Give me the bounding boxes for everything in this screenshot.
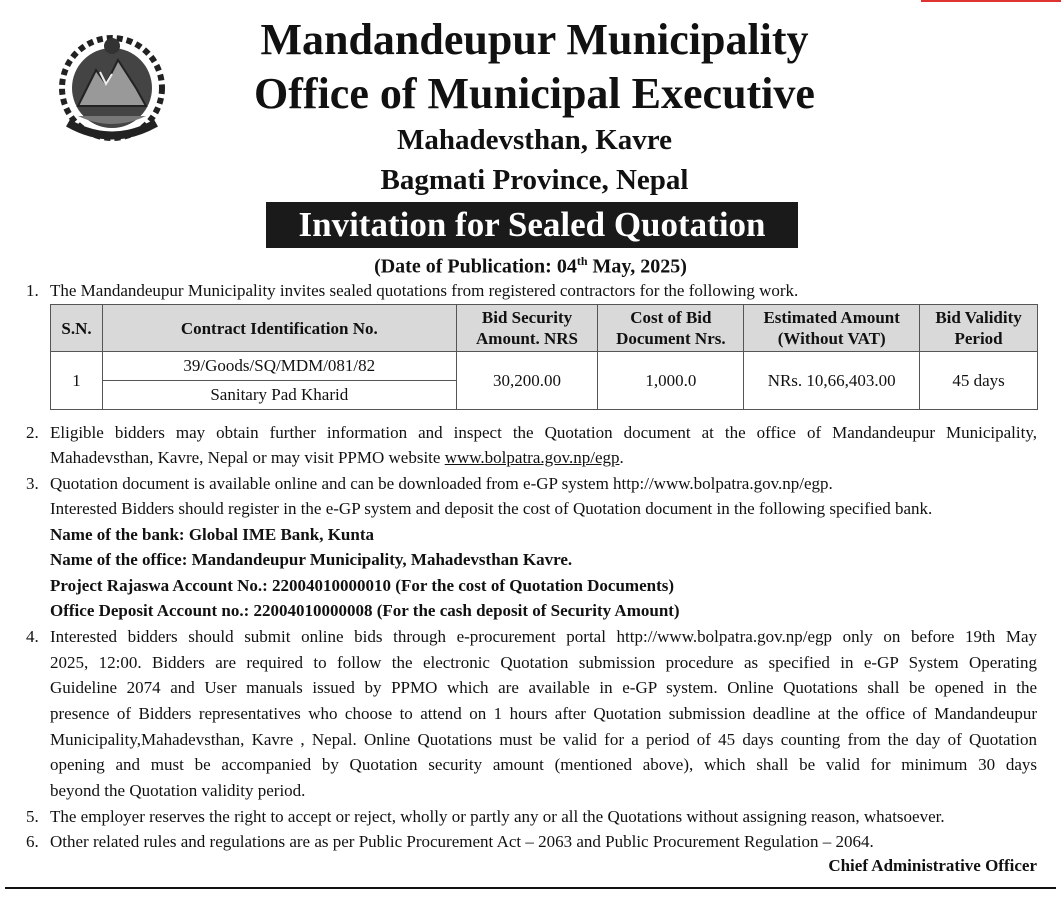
header-validity-line2: Period — [954, 329, 1003, 348]
cell-bid-security: 30,200.00 — [456, 352, 598, 410]
cell-estimate: NRs. 10,66,403.00 — [744, 352, 920, 410]
item4-number: 4. — [26, 627, 39, 646]
item4-line: presence of Bidders representatives who choose to attend on 1 hours after Quotation submission deadline at the office of Mandandeupur — [50, 704, 1037, 723]
item1-text: The Mandandeupur Municipality invites sealed quotations from registered contractors for the following work. — [50, 281, 799, 300]
header-cost — [598, 305, 744, 352]
item4-line: Guideline 2074 and User manuals issued by PPMO which are available in e-GP system. Online Quotations shall be opened in the — [50, 678, 1037, 697]
location-title: Mahadevsthan, Kavre — [397, 124, 672, 156]
item4-line: opening and must be accompanied by Quotation security amount (mentioned above), which shall be valid for minimum 30 days — [50, 755, 1037, 774]
notice-banner: Invitation for Sealed Quotation — [266, 202, 798, 248]
cell-sn: 1 — [51, 352, 103, 410]
header-cost-line2: Document Nrs. — [616, 329, 726, 348]
table-header-row — [51, 305, 1038, 352]
office-title: Office of Municipal Executive — [254, 69, 815, 118]
bank-name: Name of the bank: Global IME Bank, Kunta — [50, 525, 374, 544]
header-estimate-line1: Estimated Amount — [763, 308, 900, 327]
item4-line: Interested bidders should submit online bids through e-procurement portal http://www.bolpatra.gov.np/egp only on before 19th May — [50, 627, 1037, 646]
table-row — [51, 352, 1038, 381]
item5-number: 5. — [26, 807, 39, 826]
header-bid-security-line1: Bid Security — [481, 308, 573, 327]
header-estimate-line2: (Without VAT) — [777, 329, 886, 348]
cell-contract-name: Sanitary Pad Kharid — [102, 381, 456, 410]
item2-number: 2. — [26, 423, 39, 442]
item6-number: 6. — [26, 832, 39, 851]
item5-text: The employer reserves the right to accept or reject, wholly or partly any or all the Quotations without assigning reason, whatsoever. — [50, 807, 945, 826]
header-contract-id: Contract Identification No. — [102, 305, 456, 352]
item2-line2 — [50, 445, 624, 471]
item1-number: 1. — [26, 281, 39, 300]
ppmo-website-link[interactable]: www.bolpatra.gov.np/egp — [444, 448, 620, 467]
project-account: Project Rajaswa Account No.: 22004010000010 (For the cost of Quotation Documents) — [50, 576, 675, 595]
header-validity-line1: Bid Validity — [935, 308, 1022, 327]
header-estimate — [744, 305, 920, 352]
municipality-title: Mandandeupur Municipality — [260, 15, 809, 64]
bottom-border — [5, 887, 1056, 889]
item2-line2-text: Mahadevsthan, Kavre, Nepal or may visit PPMO website — [50, 448, 445, 467]
publication-date — [0, 254, 1061, 279]
item2-line1: Eligible bidders may obtain further information and inspect the Quotation document at the office of Mandandeupur Municipality, — [50, 423, 1037, 442]
publication-date-prefix: (Date of Publication: 04 — [374, 255, 577, 278]
header-sn: S.N. — [51, 305, 103, 352]
item6-text: Other related rules and regulations are as per Public Procurement Act – 2063 and Public Procurement Regulation – 2064. — [50, 832, 874, 851]
item3-number: 3. — [26, 474, 39, 493]
item4-line: Municipality,Mahadevsthan, Kavre , Nepal. Online Quotations must be valid for a period of 45 days counting from the day of Quotation — [50, 730, 1037, 749]
quotation-table — [50, 304, 1038, 410]
item3-line1: Quotation document is available online and can be downloaded from e-GP system http://www.bolpatra.gov.np/egp. — [50, 474, 833, 493]
item3-line2: Interested Bidders should register in the e-GP system and deposit the cost of Quotation document in the following specified bank. — [50, 499, 933, 518]
cell-validity: 45 days — [920, 352, 1038, 410]
signature-title: Chief Administrative Officer — [828, 856, 1037, 875]
cell-contract-id: 39/Goods/SQ/MDM/081/82 — [102, 352, 456, 381]
publication-date-suffix: May, 2025) — [587, 255, 687, 278]
item4-line: 2025, 12:00. Bidders are required to follow the electronic Quotation submission procedure as specified in e-GP System Operating — [50, 653, 1037, 672]
red-corner-mark — [921, 0, 1061, 2]
item4-line: beyond the Quotation validity period. — [50, 781, 306, 800]
publication-date-sup: th — [576, 254, 588, 268]
header-bid-security-line2: Amount. NRS — [476, 329, 579, 348]
header-validity — [920, 305, 1038, 352]
cell-cost: 1,000.0 — [598, 352, 744, 410]
province-title: Bagmati Province, Nepal — [380, 164, 689, 196]
office-name: Name of the office: Mandandeupur Municipality, Mahadevsthan Kavre. — [50, 550, 573, 569]
header-bid-security — [456, 305, 598, 352]
deposit-account: Office Deposit Account no.: 22004010000008 (For the cash deposit of Security Amount) — [50, 601, 680, 620]
header-cost-line1: Cost of Bid — [630, 308, 712, 327]
item2-line2-end: . — [619, 448, 624, 467]
